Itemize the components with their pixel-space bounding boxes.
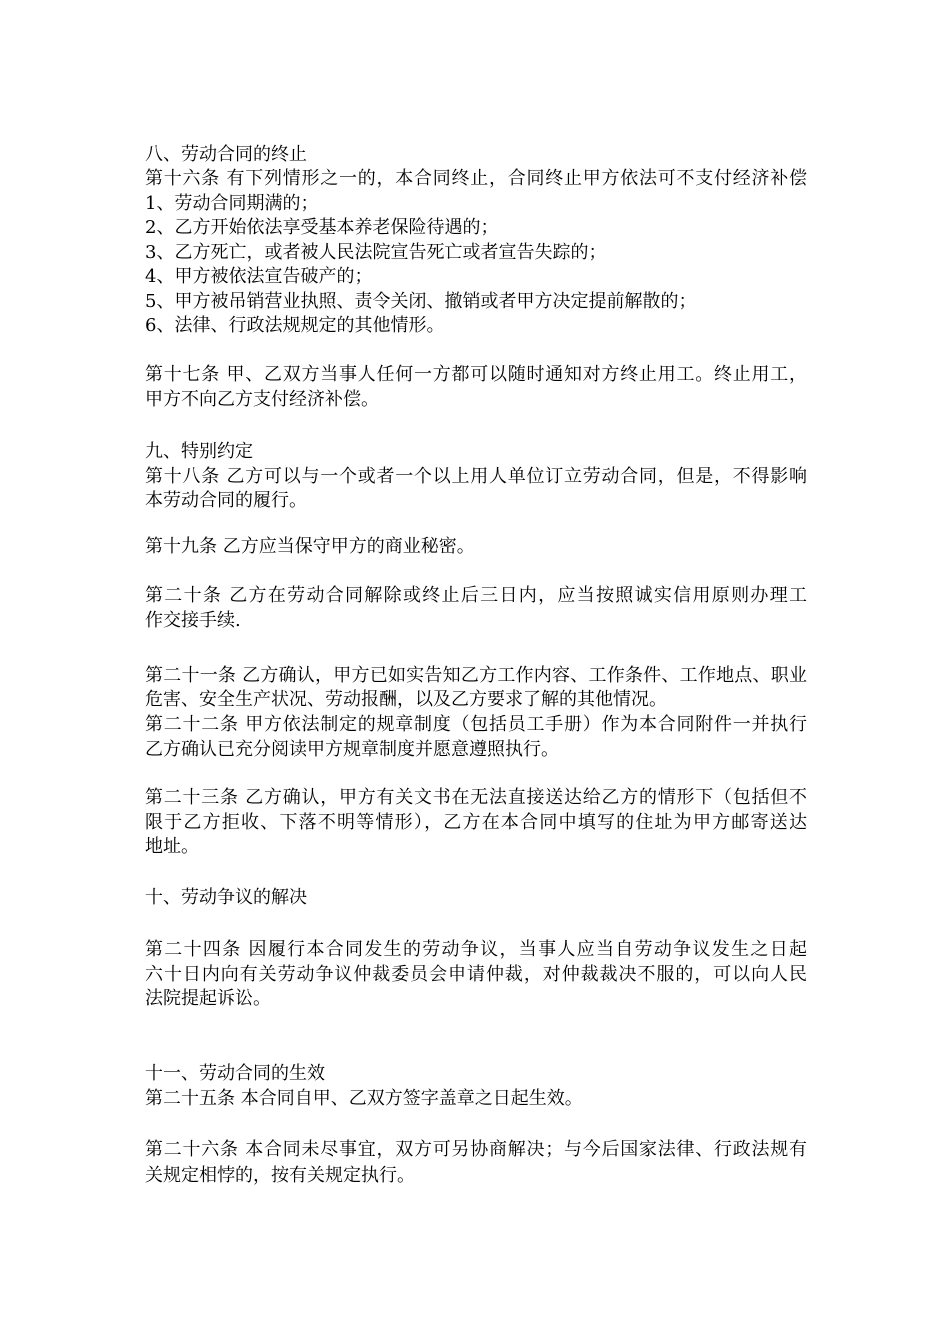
text-line: 第十六条 有下列情形之一的，本合同终止，合同终止甲方依法可不支付经济补偿 [145,168,807,189]
text-line: 1、劳动合同期满的； [145,193,319,214]
text-line: 九、特别约定 [145,441,253,462]
text-line: 第十八条 乙方可以与一个或者一个以上用人单位订立劳动合同，但是，不得影响 [145,466,807,487]
text-line: 5、甲方被吊销营业执照、责令关闭、撤销或者甲方决定提前解散的； [145,291,697,312]
text-line: 第十七条 甲、乙双方当事人任何一方都可以随时通知对方终止用工。终止用工， [145,364,807,385]
text-line: 作交接手续. [145,610,241,631]
text-line: 八、劳动合同的终止 [145,144,307,165]
text-line: 法院提起诉讼。 [145,988,271,1009]
text-line: 第二十五条 本合同自甲、乙双方签字盖章之日起生效。 [145,1088,583,1109]
text-line: 2、乙方开始依法享受基本养老保险待遇的； [145,217,499,238]
text-line: 第二十六条 本合同未尽事宜，双方可另协商解决；与今后国家法律、行政法规有 [145,1139,807,1160]
text-line: 限于乙方拒收、下落不明等情形），乙方在本合同中填写的住址为甲方邮寄送达 [145,812,807,833]
text-line: 第二十四条 因履行本合同发生的劳动争议，当事人应当自劳动争议发生之日起 [145,939,807,960]
text-line: 第二十一条 乙方确认，甲方已如实告知乙方工作内容、工作条件、工作地点、职业 [145,665,807,686]
text-line: 十、劳动争议的解决 [145,887,307,908]
text-line: 地址。 [145,836,199,857]
text-line: 3、乙方死亡，或者被人民法院宣告死亡或者宣告失踪的； [145,242,607,263]
text-line: 本劳动合同的履行。 [145,490,307,511]
text-line: 乙方确认已充分阅读甲方规章制度并愿意遵照执行。 [145,739,559,760]
text-line: 6、法律、行政法规规定的其他情形。 [145,315,445,336]
text-line: 甲方不向乙方支付经济补偿。 [145,389,379,410]
text-line: 十一、劳动合同的生效 [145,1063,325,1084]
text-line: 六十日内向有关劳动争议仲裁委员会申请仲裁，对仲裁裁决不服的，可以向人民 [145,964,807,985]
text-line: 第二十条 乙方在劳动合同解除或终止后三日内，应当按照诚实信用原则办理工 [145,585,807,606]
text-line: 第二十二条 甲方依法制定的规章制度（包括员工手册）作为本合同附件一并执行 [145,714,807,735]
text-line: 4、甲方被依法宣告破产的； [145,266,373,287]
text-line: 第十九条 乙方应当保守甲方的商业秘密。 [145,536,475,557]
text-line: 第二十三条 乙方确认，甲方有关文书在无法直接送达给乙方的情形下（包括但不 [145,787,807,808]
text-line: 关规定相悖的，按有关规定执行。 [145,1165,415,1186]
text-line: 危害、安全生产状况、劳动报酬，以及乙方要求了解的其他情况。 [145,689,667,710]
